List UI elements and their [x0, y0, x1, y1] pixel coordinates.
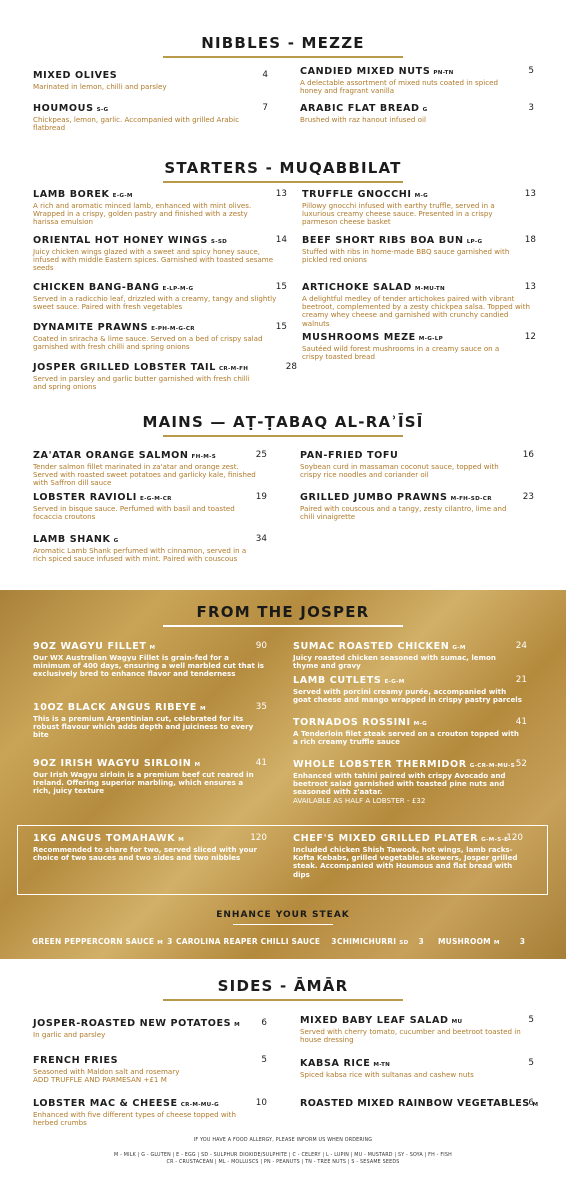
item-price: 6 — [261, 1018, 267, 1028]
menu-item — [33, 833, 267, 862]
item-price: 52 — [515, 759, 527, 769]
enhance-steak-title: ENHANCE YOUR STEAK — [216, 910, 350, 920]
sides-title: SIDES - ĀMĀR — [217, 977, 349, 995]
item-description: Pillowy gnocchi infused with earthy truffle, served in a luxurious creamy cheese sauce. Presented in a crispy parmeson cheese basket — [302, 201, 495, 227]
item-description: Included chicken Shish Tawook, hot wings, lamb racks-Kofta Kebabs, grilled vegetables skewers, Josper grilled steak. Accompanied with Houmous and flat bread with dips — [293, 845, 518, 879]
item-name: ZA'ATAR ORANGE SALMON — [33, 450, 189, 461]
item-description: Juicy chicken wings glazed with a sweet and spicy honey sauce, infused with middle Eastern spices. Garnished with toasted sesame seeds — [33, 247, 274, 273]
item-price: 15 — [275, 322, 287, 332]
item-price: 12 — [524, 332, 536, 342]
sauce-item — [32, 937, 173, 946]
item-name: 9OZ IRISH WAGYU SIRLOIN — [33, 758, 192, 769]
starters-title: STARTERS - MUQABBILAT — [164, 159, 402, 177]
nibbles-title: NIBBLES - MEZZE — [201, 34, 365, 52]
item-name: PAN-FRIED TOFU — [300, 450, 399, 461]
item-allergens: M — [149, 645, 156, 651]
item-price: 5 — [261, 1055, 267, 1065]
item-name: GRILLED JUMBO PRAWNS — [300, 492, 448, 503]
item-allergens: M — [532, 1102, 539, 1108]
menu-item — [33, 235, 287, 273]
menu-item — [293, 675, 527, 704]
item-name: FRENCH FRIES — [33, 1055, 119, 1066]
menu-item — [33, 702, 267, 740]
menu-item — [33, 1055, 267, 1084]
menu-item — [293, 641, 527, 670]
item-allergens: FH-M-S — [191, 454, 217, 460]
item-name: 1KG ANGUS TOMAHAWK — [33, 833, 176, 844]
item-description: Coated in sriracha & lime sauce. Served on a bed of crispy salad garnished with fresh chilli and spring onions — [33, 334, 263, 352]
item-price: 13 — [275, 189, 287, 199]
item-price: 23 — [522, 492, 534, 502]
item-description: Chickpeas, lemon, garlic. Accompanied with grilled Arabic flatbread — [33, 115, 240, 133]
item-description: Marinated in lemon, chilli and parsley — [33, 82, 167, 91]
item-name: MIXED BABY LEAF SALAD — [300, 1015, 449, 1026]
allergy-notice: IF YOU HAVE A FOOD ALLERGY, PLEASE INFORM US WHEN ORDERING — [193, 1138, 373, 1143]
item-allergens: S-G — [96, 107, 109, 113]
item-allergens: E-G-M — [112, 193, 133, 199]
item-name: LOBSTER RAVIOLI — [33, 492, 137, 503]
sauce-price: 3 — [519, 937, 526, 946]
item-allergens: G — [113, 538, 119, 544]
item-name: ARABIC FLAT BREAD — [300, 103, 420, 114]
allergen-key-line-2: CR - CRUSTACEAN | ML - MOLLUSCS | PN - PEANUTS | TN - TREE NUTS | S - SESAME SEEDS — [166, 1160, 400, 1165]
item-allergens: M-G — [414, 193, 428, 199]
menu-item — [33, 641, 267, 679]
menu-item — [300, 1058, 534, 1079]
item-name: MIXED OLIVES — [33, 70, 118, 81]
item-price: 5 — [528, 1015, 534, 1025]
sauce-price: 3 — [167, 937, 173, 946]
item-name: LAMB SHANK — [33, 534, 111, 545]
menu-item — [33, 450, 267, 488]
item-allergens: MU — [451, 1019, 463, 1025]
item-description: Served in parsley and garlic butter garnished with fresh chilli and spring onions — [33, 374, 250, 392]
item-name: JOSPER GRILLED LOBSTER TAIL — [33, 362, 216, 373]
sauce-item — [438, 937, 525, 946]
item-description: Served in bisque sauce. Perfumed with basil and toasted focaccia croutons — [33, 504, 235, 522]
item-description: Served with porcini creamy purée, accompanied with goat cheese and mango wrapped in crispy pastry parcels — [293, 687, 522, 705]
sauce-name: CAROLINA REAPER CHILLI SAUCE — [176, 937, 321, 946]
menu-item — [293, 833, 523, 879]
item-allergens: E-LP-M-G — [162, 286, 194, 292]
item-price: 120 — [506, 833, 523, 843]
sauce-allergens: SD — [399, 940, 409, 946]
item-name: SUMAC ROASTED CHICKEN — [293, 641, 450, 652]
item-price: 7 — [262, 103, 268, 113]
item-price: 19 — [255, 492, 267, 502]
menu-item — [33, 758, 267, 796]
item-description: Our Irish Wagyu sirloin is a premium beef cut reared in Ireland. Offering superior marbling, which ensures a rich, juicy texture — [33, 770, 254, 796]
item-price: 90 — [255, 641, 267, 651]
item-description: This is a premium Argentinian cut, celebrated for its robust flavour which adds depth and juiciness to every bite — [33, 714, 254, 740]
item-description: Spiced kabsa rice with sultanas and cashew nuts — [300, 1070, 474, 1079]
menu-item — [33, 103, 268, 132]
item-allergens: E-G-M — [384, 679, 405, 685]
menu-item — [300, 103, 534, 124]
item-name: WHOLE LOBSTER THERMIDOR — [293, 759, 467, 770]
item-price: 14 — [275, 235, 287, 245]
menu-item — [300, 450, 534, 479]
item-price: 21 — [515, 675, 527, 685]
item-price: 5 — [528, 66, 534, 76]
item-name: CHICKEN BANG-BANG — [33, 282, 160, 293]
item-description: Aromatic Lamb Shank perfumed with cinnamon, served in a rich spiced sauce infused with mint. Paired with couscous — [33, 546, 247, 564]
item-allergens: M — [178, 837, 185, 843]
item-price: 35 — [255, 702, 267, 712]
item-price: 28 — [285, 362, 297, 372]
item-allergens: G-M — [452, 645, 466, 651]
item-note: ADD TRUFFLE AND PARMESAN +£1 M — [33, 1075, 167, 1085]
item-description: Brushed with raz hanout infused oil — [300, 115, 426, 124]
item-price: 13 — [524, 189, 536, 199]
item-price: 120 — [250, 833, 267, 843]
menu-item — [33, 282, 287, 311]
item-allergens: M — [199, 706, 206, 712]
menu-item — [300, 492, 534, 521]
item-name: CANDIED MIXED NUTS — [300, 66, 431, 77]
item-price: 41 — [255, 758, 267, 768]
item-name: 10OZ BLACK ANGUS RIBEYE — [33, 702, 197, 713]
allergen-key-line-1: M - MILK | G - GLUTEN | E - EGG | SD - SULPHUR DIOXIDE/SULPHITE | C - CELERY | L - LUPIN | MU - MUSTARD | SY - SOYA | FH - FISH — [114, 1153, 452, 1158]
nibbles-rule — [163, 56, 403, 58]
item-name: CHEF'S MIXED GRILLED PLATER — [293, 833, 479, 844]
item-price: 41 — [515, 717, 527, 727]
item-description: Sautéed wild forest mushrooms in a creamy sauce on a crispy toasted bread — [302, 344, 500, 362]
item-description: A Tenderloin filet steak served on a crouton topped with a rich creamy truffle sauce — [293, 729, 519, 747]
item-price: 15 — [275, 282, 287, 292]
item-description: Enhanced with five different types of cheese topped with herbed crumbs — [33, 1110, 236, 1128]
item-allergens: G-M-S-E — [481, 837, 509, 843]
menu-item — [302, 282, 536, 328]
sauce-price: 3 — [331, 937, 337, 946]
item-name: ORIENTAL HOT HONEY WINGS — [33, 235, 208, 246]
menu-item — [33, 1098, 267, 1127]
item-name: MUSHROOMS MEZE — [302, 332, 416, 343]
menu-item — [33, 70, 268, 91]
item-allergens: G-CR-M-MU-S — [469, 763, 515, 769]
menu-item — [302, 235, 536, 264]
item-allergens: E-G-M-CR — [139, 496, 172, 502]
item-description: Enhanced with tahini paired with crispy Avocado and beetroot salad garnished with toasted pine nuts and seasoned with z'aatar. — [293, 771, 506, 797]
item-description: A rich and aromatic minced lamb, enhanced with mint olives. Wrapped in a crispy, golden pastry and finished with a zesty harissa emulsion — [33, 201, 252, 227]
item-description: Soybean curd in massaman coconut sauce, topped with crispy rice noodles and coriander oil — [300, 462, 499, 480]
item-price: 13 — [524, 282, 536, 292]
item-description: In garlic and parsley — [33, 1030, 106, 1039]
item-allergens: M-MU-TN — [414, 286, 445, 292]
item-price: 6 — [528, 1098, 534, 1108]
item-name: HOUMOUS — [33, 103, 94, 114]
item-allergens: S-SD — [210, 239, 228, 245]
item-allergens: CR-M-MU-G — [180, 1102, 220, 1108]
item-name: ARTICHOKE SALAD — [302, 282, 412, 293]
item-note: AVAILABLE AS HALF A LOBSTER - £32 — [293, 795, 426, 805]
item-allergens: PN-TN — [433, 70, 454, 76]
menu-item — [302, 332, 536, 361]
item-description: A delectable assortment of mixed nuts coated in spiced honey and fragrant vanilla — [300, 78, 498, 96]
item-description: Stuffed with ribs in home-made BBQ sauce garnished with pickled red onions — [302, 247, 510, 265]
sauce-item — [176, 937, 337, 946]
item-description: Served with cherry tomato, cucumber and beetroot toasted in house dressing — [300, 1027, 521, 1045]
josper-title: FROM THE JOSPER — [196, 603, 370, 621]
menu-item — [33, 1018, 267, 1039]
item-name: LAMB BOREK — [33, 189, 110, 200]
sides-rule — [163, 999, 403, 1001]
item-allergens: M — [234, 1022, 241, 1028]
mains-title: MAINS — AṬ-ṬABAQ AL-RAʾĪSĪ — [142, 413, 424, 431]
item-description: Served in a radicchio leaf, drizzled with a creamy, tangy and slightly sweet sauce. Paired with fresh vegetables — [33, 294, 277, 312]
item-name: LOBSTER MAC & CHEESE — [33, 1098, 178, 1109]
item-name: KABSA RICE — [300, 1058, 371, 1069]
item-price: 18 — [524, 235, 536, 245]
item-allergens: M-G — [413, 721, 427, 727]
item-description: Paired with couscous and a tangy, zesty cilantro, lime and chili vinaigrette — [300, 504, 507, 522]
item-allergens: E-PH-M-G-CR — [151, 326, 195, 332]
menu-item — [293, 717, 527, 746]
item-allergens: LP-G — [466, 239, 483, 245]
item-allergens: M-FH-SD-CR — [450, 496, 492, 502]
item-description: Tender salmon fillet marinated in za'atar and orange zest. Served with roasted sweet potatoes and garlicky kale, finished with Saffron dill sauce — [33, 462, 256, 488]
item-name: DYNAMITE PRAWNS — [33, 322, 149, 333]
menu-item — [33, 322, 287, 351]
item-description: Our WX Australian Wagyu Fillet is grain-fed for a minimum of 400 days, ensuring a well marbled cut that is exclusively bred to enhance flavor and tenderness — [33, 653, 264, 679]
item-price: 24 — [515, 641, 527, 651]
sauce-item — [337, 937, 424, 946]
item-description: Seasoned with Maldon salt and rosemary — [33, 1067, 180, 1076]
item-name: TRUFFLE GNOCCHI — [302, 189, 412, 200]
menu-item — [302, 189, 536, 227]
item-description: Recommended to share for two, served sliced with your choice of two sauces and two sides and two nibbles — [33, 845, 258, 863]
mains-rule — [163, 435, 403, 437]
menu-item — [300, 1015, 534, 1044]
menu-item — [300, 66, 534, 95]
item-price: 16 — [522, 450, 534, 460]
starters-rule — [163, 181, 403, 183]
item-name: 9OZ WAGYU FILLET — [33, 641, 147, 652]
josper-rule — [163, 625, 403, 627]
sauce-allergens: M — [157, 940, 164, 946]
menu-item — [33, 492, 267, 521]
menu-item — [293, 759, 527, 805]
enhance-steak-rule — [233, 924, 333, 925]
menu-item — [33, 189, 287, 227]
item-allergens: M-TN — [373, 1062, 391, 1068]
item-name: BEEF SHORT RIBS BOA BUN — [302, 235, 464, 246]
item-name: TORNADOS ROSSINI — [293, 717, 411, 728]
item-price: 4 — [262, 70, 268, 80]
sauce-price: 3 — [418, 937, 424, 946]
item-description: Juicy roasted chicken seasoned with sumac, lemon thyme and gravy — [293, 653, 496, 671]
item-price: 5 — [528, 1058, 534, 1068]
item-description: A delightful medley of tender artichokes paired with vibrant beetroot, complemented by a zesty chickpea salsa. Topped with creamy whey cheese and garnished with crunchy candied walnuts — [302, 294, 531, 328]
item-allergens: M-G-LP — [418, 336, 444, 342]
item-name: ROASTED MIXED RAINBOW VEGETABLES — [300, 1098, 530, 1109]
item-price: 3 — [528, 103, 534, 113]
menu-item — [33, 362, 297, 391]
item-allergens: G — [422, 107, 428, 113]
item-name: LAMB CUTLETS — [293, 675, 382, 686]
sauce-name: GREEN PEPPERCORN SAUCE — [32, 937, 155, 946]
item-allergens: M — [194, 762, 201, 768]
item-price: 25 — [255, 450, 267, 460]
menu-item — [300, 1098, 539, 1109]
item-name: JOSPER-ROASTED NEW POTATOES — [33, 1018, 232, 1029]
sauce-allergens: M — [493, 940, 500, 946]
item-price: 10 — [255, 1098, 267, 1108]
item-allergens: CR-M-FH — [218, 366, 249, 372]
item-price: 34 — [255, 534, 267, 544]
sauce-name: CHIMICHURRI — [337, 937, 397, 946]
menu-item — [33, 534, 267, 563]
sauce-name: MUSHROOM — [438, 937, 491, 946]
